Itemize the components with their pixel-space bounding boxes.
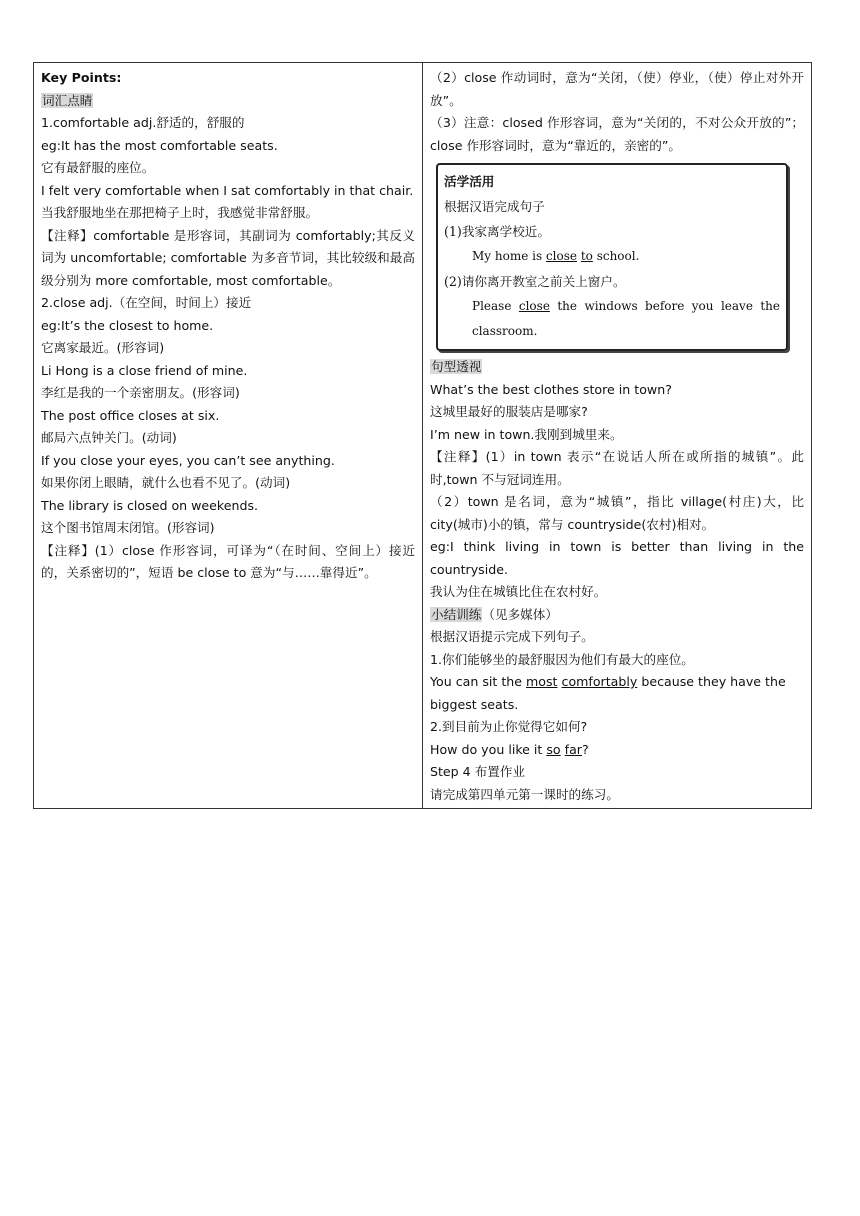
vocab-line: The post office closes at six. [41, 407, 220, 423]
answer-blank: comfortably [561, 674, 638, 689]
exercise-question: (2)请你离开教室之前关上窗户。 [444, 274, 626, 289]
vocab-line: 2.close adj.（在空间，时间上）接近 [41, 295, 252, 310]
lesson-table [33, 62, 812, 809]
vocab-note: 【注释】comfortable 是形容词，其副词为 comfortably;其反义词为 uncomfortable; comfortable 为多音节词，其比较级和最高级分别为 more comfortable, most comfortable。 [41, 227, 415, 288]
sentence-line: eg:I think living in town is better than living in the countryside. [430, 539, 804, 577]
vocab-line: If you close your eyes, you can’t see anything. [41, 452, 335, 468]
exercise-answer: My home is close to school. [472, 249, 640, 263]
summary-line: 2.到目前为止你觉得它如何? [430, 719, 588, 734]
answer-blank: to [580, 249, 593, 263]
right-column [423, 63, 812, 809]
sentence-note: （2）town 是名词，意为“城镇”，指比 village(村庄)大，比 city(城市)小的镇，常与 countryside(农村)相对。 [430, 494, 804, 532]
homework-line: 请完成第四单元第一课时的练习。 [430, 786, 619, 802]
vocab-line: 这个图书馆周末闭馆。(形容词) [41, 520, 215, 535]
note-paragraph: （3）注意：closed 作形容词，意为“关闭的，不对公众开放的”；close 作形容词时，意为“靠近的，亲密的”。 [430, 115, 804, 153]
sentence-line: 这城里最好的服装店是哪家? [430, 404, 588, 419]
answer-blank: close [518, 299, 550, 313]
answer-blank: close [545, 249, 577, 263]
vocabulary-section-label: 词汇点睛 [42, 92, 93, 108]
exercise-box [436, 163, 788, 351]
exercise-instruction: 根据汉语完成句子 [444, 199, 545, 214]
summary-answer: How do you like it so far? [430, 741, 589, 757]
summary-line: 根据汉语提示完成下列句子。 [430, 629, 594, 644]
sentence-line: I’m new in town.我刚到城里来。 [430, 426, 623, 442]
sentence-line: What’s the best clothes store in town? [430, 381, 672, 397]
vocab-line: 邮局六点钟关门。(动词) [41, 430, 177, 445]
vocab-line: eg:It’s the closest to home. [41, 317, 214, 333]
vocab-line: 1.comfortable adj.舒适的，舒服的 [41, 115, 245, 130]
sentence-section-label: 句型透视 [431, 359, 482, 374]
table-row [34, 63, 812, 809]
sentence-note: 【注释】(1）in town 表示“在说话人所在或所指的城镇”。此时,town 不与冠词连用。 [430, 449, 804, 487]
vocab-line: 它有最舒服的座位。 [41, 160, 155, 175]
vocab-line: Li Hong is a close friend of mine. [41, 362, 248, 378]
left-column [34, 63, 423, 809]
summary-answer: You can sit the most comfortably because they have the biggest seats. [430, 674, 786, 712]
answer-blank: far [564, 741, 582, 757]
vocab-line: 它离家最近。(形容词) [41, 340, 165, 355]
note-paragraph: （2）close 作动词时，意为“关闭，（使）停业，（使）停止对外开放”。 [430, 70, 804, 108]
vocab-line: I felt very comfortable when I sat comfortably in that chair. [41, 182, 414, 198]
sentence-line: 我认为住在城镇比住在农村好。 [430, 584, 607, 599]
vocab-line: 当我舒服地坐在那把椅子上时，我感觉非常舒服。 [41, 205, 319, 220]
vocab-line: The library is closed on weekends. [41, 497, 259, 513]
answer-blank: most [526, 674, 558, 689]
answer-blank: so [546, 741, 561, 757]
exercise-question: (1)我家离学校近。 [444, 224, 550, 239]
summary-line: 1.你们能够坐的最舒服因为他们有最大的座位。 [430, 651, 694, 667]
vocab-note: 【注释】(1）close 作形容词，可译为“（在时间、空间上）接近的，关系密切的”，短语 be close to 意为“与……靠得近”。 [41, 542, 415, 580]
step-heading: Step 4 布置作业 [430, 764, 526, 779]
vocab-line: eg:It has the most comfortable seats. [41, 137, 278, 153]
summary-section-label: 小结训练（见多媒体） [431, 606, 558, 622]
exercise-answer: Please close the windows before you leave the classroom. [472, 299, 781, 338]
exercise-title: 活学活用 [444, 174, 495, 189]
vocab-line: 李红是我的一个亲密朋友。(形容词) [41, 385, 240, 400]
vocab-line: 如果你闭上眼睛，就什么也看不见了。(动词) [41, 475, 291, 490]
key-points-heading: Key Points: [41, 70, 122, 85]
